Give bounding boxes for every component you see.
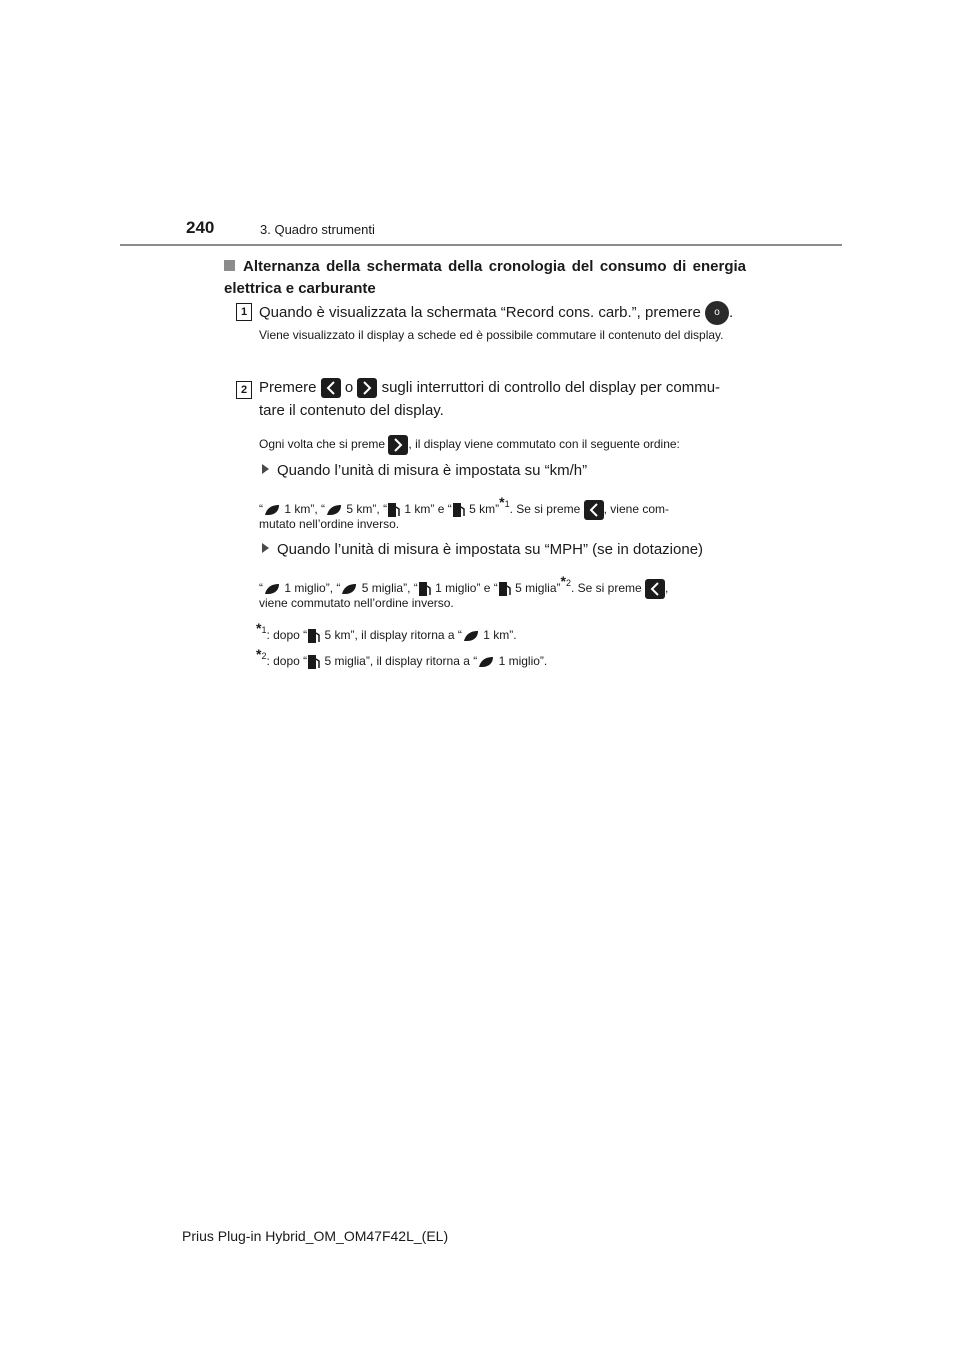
quote-close: ” xyxy=(476,581,481,595)
quote-open: “ xyxy=(259,502,263,516)
quote-close: ” xyxy=(556,581,561,595)
km-case-title-text: Quando l’unità di misura è impostata su “km/h” xyxy=(277,462,588,479)
quote-open: “ xyxy=(336,581,341,595)
chevron-left-icon xyxy=(321,378,341,398)
km-item-4: 5 km xyxy=(469,502,496,516)
km-item-3: 1 km xyxy=(404,502,431,516)
quote-open: “ xyxy=(447,502,452,516)
footnote-2-star: * xyxy=(256,646,262,662)
footer-doc-id: Prius Plug-in Hybrid_OM_OM47F42L_(EL) xyxy=(182,1228,449,1244)
bullet-triangle-icon xyxy=(262,543,269,553)
quote-open: “ xyxy=(493,581,498,595)
step-2-line-2: tare il contenuto del display. xyxy=(259,402,444,419)
ev-leaf-icon xyxy=(477,655,495,669)
footnote-star-1: * xyxy=(499,494,505,510)
footnote-2-num: 2 xyxy=(261,651,267,661)
step-1-text xyxy=(259,301,749,325)
quote-close: ” xyxy=(403,581,408,595)
quote-close: ” xyxy=(495,502,500,516)
quote-open: “ xyxy=(413,581,418,595)
footnote-2 xyxy=(256,644,547,672)
km-line-2: mutato nell’ordine inverso. xyxy=(259,517,400,531)
header-rule xyxy=(120,244,842,246)
fuel-pump-icon xyxy=(452,501,466,519)
bullet-triangle-icon xyxy=(262,464,269,474)
chevron-left-icon xyxy=(584,500,604,520)
mph-line-2: viene commutato nell’ordine inverso. xyxy=(259,596,454,610)
footnote-1-text-b: 5 km”, il display ritorna a “ xyxy=(321,628,462,642)
km-case-title xyxy=(262,460,587,482)
km-item-1: 1 km xyxy=(284,502,311,516)
step-1-text-after: . xyxy=(729,303,734,321)
footnote-1 xyxy=(256,618,517,646)
ev-leaf-icon xyxy=(462,629,480,643)
quote-open: “ xyxy=(321,502,326,516)
step-1-badge: 1 xyxy=(236,303,252,321)
mph-after-2: , xyxy=(665,581,669,595)
quote-close: ” xyxy=(325,581,330,595)
and: e xyxy=(434,502,448,516)
comma: , xyxy=(376,502,384,516)
step-2-badge: 2 xyxy=(236,381,252,399)
footnote-ref-2: 2 xyxy=(565,578,571,588)
footnote-2-text-b: 5 miglia”, il display ritorna a “ xyxy=(321,654,478,668)
km-item-2: 5 km xyxy=(346,502,373,516)
page-number: 240 xyxy=(186,218,215,237)
footnote-1-text-a: : dopo “ xyxy=(266,628,308,642)
mph-item-4: 5 miglia xyxy=(515,581,557,595)
comma: , xyxy=(329,581,337,595)
footnote-1-star: * xyxy=(256,620,262,636)
footnote-star-2: * xyxy=(560,573,566,589)
mph-item-1: 1 miglio xyxy=(284,581,326,595)
step-1-note: Viene visualizzato il display a schede ed è possibile commutare il contenuto del display. xyxy=(259,328,724,342)
footnote-1-text-c: 1 km”. xyxy=(479,628,517,642)
quote-close: ” xyxy=(430,502,435,516)
footnote-2-text-c: 1 miglio”. xyxy=(495,654,548,668)
km-after: . Se si preme xyxy=(509,502,581,516)
display-button-icon: o xyxy=(705,301,729,325)
quote-open: “ xyxy=(259,581,263,595)
quote-close: ” xyxy=(310,502,315,516)
step-1-text-before: Quando è visualizzata la schermata “Record cons. carb.”, premere xyxy=(259,303,701,321)
footnote-2-text-a: : dopo “ xyxy=(266,654,308,668)
step-2-text-a: Premere xyxy=(259,379,317,396)
mph-item-2: 5 miglia xyxy=(361,581,404,595)
footnote-1-num: 1 xyxy=(261,625,267,635)
and: e xyxy=(480,581,494,595)
chevron-left-icon xyxy=(645,579,665,599)
footnote-ref-1: 1 xyxy=(504,499,510,509)
comma: , xyxy=(314,502,322,516)
step-2-note-after: , il display viene commutato con il seguente ordine: xyxy=(408,437,680,451)
mph-item-3: 1 miglio xyxy=(435,581,477,595)
step-2-or: o xyxy=(344,379,354,396)
comma: , xyxy=(407,581,414,595)
fuel-pump-icon xyxy=(307,653,321,671)
chevron-right-icon xyxy=(357,378,377,398)
mph-case-title xyxy=(262,539,703,561)
step-2-note xyxy=(259,434,749,455)
step-2-line-1 xyxy=(259,377,749,399)
mph-after: . Se si preme xyxy=(570,581,642,595)
quote-open: “ xyxy=(383,502,388,516)
chapter-title: 3. Quadro strumenti xyxy=(260,222,375,237)
mph-case-title-text: Quando l’unità di misura è impostata su “MPH” (se in dotazione) xyxy=(277,541,704,558)
section-title-text: Alternanza della schermata della cronologia del consumo di energia elettrica e carburante xyxy=(224,258,746,297)
km-after-2: , viene com- xyxy=(603,502,669,516)
fuel-pump-icon xyxy=(498,580,512,598)
section-square-icon xyxy=(224,260,235,271)
section-title xyxy=(224,256,746,300)
fuel-pump-icon xyxy=(307,627,321,645)
chevron-right-icon xyxy=(388,435,408,455)
step-2-note-before: Ogni volta che si preme xyxy=(259,437,386,451)
quote-close: ” xyxy=(372,502,377,516)
step-2-text-b: sugli interruttori di controllo del display per commu- xyxy=(381,379,721,396)
